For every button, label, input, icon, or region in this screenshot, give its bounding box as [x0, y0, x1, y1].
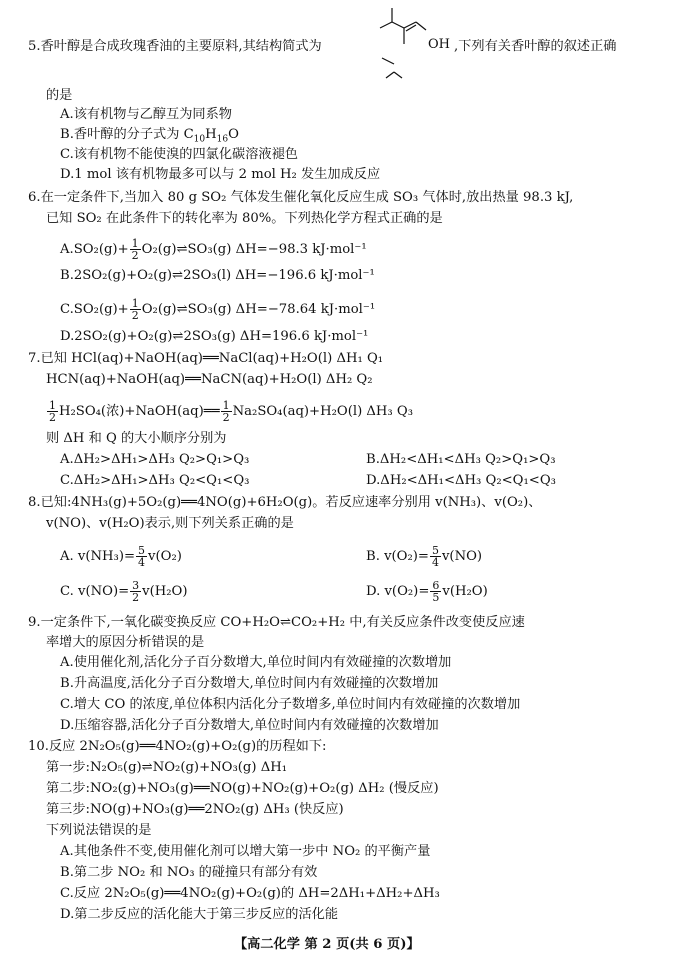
q7-line-3: $\frac{1}{2}$ H₂SO₄(浓)+NaOH(aq)══ $\frac{1}{2}$ Na₂SO₄(aq)+H₂O(l) ΔH₃ Q₃ [49, 399, 414, 424]
q7-line-2: HCN(aq)+NaOH(aq)══NaCN(aq)+H₂O(l) ΔH₂ Q₂ [46, 372, 373, 387]
page-footer: 【高二化学 第 2 页(共 6 页)】 [234, 937, 420, 952]
q10-stem: 10.反应 2N₂O₅(g)══4NO₂(g)+O₂(g)的历程如下: [28, 739, 327, 754]
q9-option-b: B.升高温度,活化分子百分数增大,单位时间内有效碰撞的次数增加 [60, 676, 439, 691]
q8-option-c: C. v(NO)= $\frac{3}{2}$ v(H₂O) [60, 579, 188, 604]
q6-stem-1: 6.在一定条件下,当加入 80 g SO₂ 气体发生催化氧化反应生成 SO₃ 气体时,放出热量 98.3 kJ, [28, 190, 574, 205]
q5-stem-b: ,下列有关香叶醇的叙述正确 [454, 39, 617, 54]
q8-option-a: A. v(NH₃)= $\frac{5}{4}$ v(O₂) [60, 544, 182, 569]
q7-stem: 则 ΔH 和 Q 的大小顺序分别为 [46, 431, 227, 446]
fraction-half: $\frac{1}{2}$ [131, 237, 139, 262]
q10-ask: 下列说法错误的是 [46, 823, 152, 838]
q6-stem-2: 已知 SO₂ 在此条件下的转化率为 80%。下列热化学方程式正确的是 [46, 211, 443, 226]
q10-option-b: B.第二步 NO₂ 和 NO₃ 的碰撞只有部分有效 [60, 865, 318, 880]
q8-option-b: B. v(O₂)= $\frac{5}{4}$ v(NO) [366, 544, 483, 569]
q5-option-b: B.香叶醇的分子式为 $C_{10}H_{16}O$ [60, 127, 239, 145]
hydroxyl-label: OH [428, 37, 450, 52]
geraniol-structure-image [372, 6, 464, 86]
q5-option-c: C.该有机物不能使溴的四氯化碳溶液褪色 [60, 147, 298, 162]
q9-stem-2: 率增大的原因分析错误的是 [46, 635, 205, 650]
q5-stem-c: 的是 [46, 88, 73, 103]
q10-option-d: D.第二步反应的活化能大于第三步反应的活化能 [60, 907, 339, 922]
q8-option-d: D. v(O₂)= $\frac{6}{5}$ v(H₂O) [366, 579, 488, 604]
q9-option-d: D.压缩容器,活化分子百分数增大,单位时间内有效碰撞的次数增加 [60, 718, 439, 733]
q5-stem-a: 5.香叶醇是合成玫瑰香油的主要原料,其结构简式为 [28, 39, 322, 54]
q10-step-1: 第一步:N₂O₅(g)⇌NO₂(g)+NO₃(g) ΔH₁ [46, 760, 287, 775]
q9-option-c: C.增大 CO 的浓度,单位体积内活化分子数增多,单位时间内有效碰撞的次数增加 [60, 697, 521, 712]
q7-option-a: A.ΔH₂>ΔH₁>ΔH₃ Q₂>Q₁>Q₃ [60, 452, 250, 467]
q6-option-a: A.SO₂(g)+ $\frac{1}{2}$ O₂(g)⇌SO₃(g) ΔH=−98.3 kJ·mol⁻¹ [60, 237, 367, 262]
q6-option-c: C.SO₂(g)+ $\frac{1}{2}$ O₂(g)⇌SO₃(g) ΔH=−78.64 kJ·mol⁻¹ [60, 297, 376, 322]
q10-step-2: 第二步:NO₂(g)+NO₃(g)══NO(g)+NO₂(g)+O₂(g) ΔH₂ (慢反应) [46, 781, 439, 796]
q9-stem-1: 9.一定条件下,一氧化碳变换反应 CO+H₂O⇌CO₂+H₂ 中,有关反应条件改变使反应速 [28, 615, 525, 630]
q10-option-a: A.其他条件不变,使用催化剂可以增大第一步中 NO₂ 的平衡产量 [60, 844, 431, 859]
q9-option-a: A.使用催化剂,活化分子百分数增大,单位时间内有效碰撞的次数增加 [60, 655, 452, 670]
q5-option-a: A.该有机物与乙醇互为同系物 [60, 107, 232, 122]
fraction-half: $\frac{1}{2}$ [49, 399, 56, 424]
q7-line-1: 7.已知 HCl(aq)+NaOH(aq)══NaCl(aq)+H₂O(l) ΔH₁ Q₁ [28, 351, 384, 366]
q6-option-d: D.2SO₂(g)+O₂(g)⇌2SO₃(g) ΔH=196.6 kJ·mol⁻¹ [60, 329, 369, 344]
q8-stem-2: v(NO)、v(H₂O)表示,则下列关系正确的是 [46, 516, 294, 531]
q6-option-b: B.2SO₂(g)+O₂(g)⇌2SO₃(l) ΔH=−196.6 kJ·mol⁻¹ [60, 268, 375, 283]
q7-option-c: C.ΔH₂>ΔH₁>ΔH₃ Q₂<Q₁<Q₃ [60, 473, 250, 488]
q5-option-d: D.1 mol 该有机物最多可以与 2 mol H₂ 发生加成反应 [60, 167, 381, 182]
fraction-half: $\frac{1}{2}$ [222, 399, 230, 424]
q8-stem-1: 8.已知:4NH₃(g)+5O₂(g)══4NO(g)+6H₂O(g)。若反应速率分别用 v(NH₃)、v(O₂)、 [28, 495, 542, 510]
q10-option-c: C.反应 2N₂O₅(g)══4NO₂(g)+O₂(g)的 ΔH=2ΔH₁+ΔH₂+ΔH₃ [60, 886, 440, 901]
fraction-half: $\frac{1}{2}$ [131, 297, 139, 322]
q10-step-3: 第三步:NO(g)+NO₃(g)══2NO₂(g) ΔH₃ (快反应) [46, 802, 344, 817]
q7-option-d: D.ΔH₂<ΔH₁<ΔH₃ Q₂<Q₁<Q₃ [366, 473, 556, 488]
q7-option-b: B.ΔH₂<ΔH₁<ΔH₃ Q₂>Q₁>Q₃ [366, 452, 556, 467]
